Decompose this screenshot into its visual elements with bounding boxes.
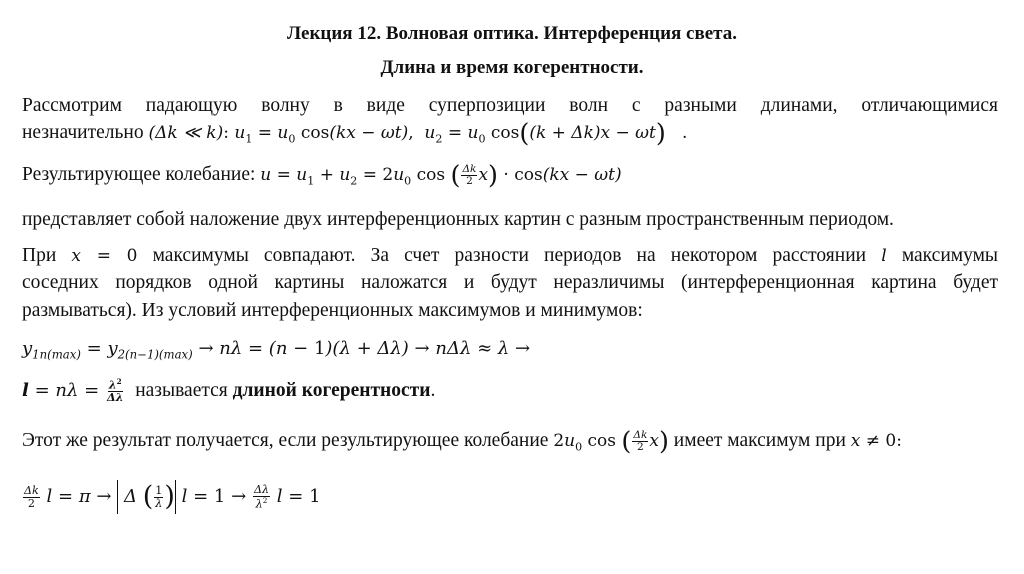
formula-oscillation-envelope: $2u_0$ cos ( $\frac{\Delta k}{2}$ x) [553, 426, 669, 457]
paragraph-maxima-line3: размываться). Из условий интерференционных максимумов и минимумов: [22, 300, 643, 321]
paragraph-same-result-text-b: имеет максимум при [673, 430, 846, 452]
paragraph-maxima-word-pri: При [22, 245, 57, 266]
paragraph-maxima-line2: соседних порядков одной картины наложатся и будут неразличимы (интерференционная картина будет [22, 272, 998, 293]
paragraph-superposition-line2 [22, 118, 688, 149]
paragraph-superposition-word: незначительно [22, 122, 144, 143]
paragraph-maxima-word-maxima: максимумы [901, 245, 999, 266]
formula-coherence-length: l = nλ = $\frac{\lambda^2}{\Delta\lambda}$ [22, 377, 124, 405]
paragraph-two-patterns: представляет собой наложение двух интерференционных картин с разным пространственным периодом. [22, 209, 894, 230]
formula-x-equals-zero: x = 0 [71, 246, 138, 266]
coherence-called-word: называется [135, 380, 228, 402]
formula-l-symbol: l [881, 246, 887, 266]
formula-wave-definitions: (Δk ≪ k): $u_1 = u_0$ cos(kx − ωt), $u_2 = u_0$ cos((k + Δk)x − ωt) . [148, 118, 688, 149]
formula-x-not-zero: x ≠ 0: [850, 431, 902, 452]
lecture-subtitle: Длина и время когерентности. [380, 57, 644, 78]
paragraph-same-result-text-a: Этот же результат получается, если результирующее колебание [22, 430, 549, 452]
paragraph-same-result [22, 426, 902, 457]
paragraph-maxima-text: максимумы совпадают. За счет разности периодов на некотором расстоянии [152, 245, 867, 266]
paragraph-maxima-line1 [22, 245, 998, 267]
resulting-oscillation-line [22, 160, 622, 191]
formula-resulting-oscillation: $u = u_1 + u_2 = 2u_0$ cos ( $\frac{\Delta k}{2}$ x) · cos(kx − ωt) [260, 160, 622, 191]
paragraph-superposition-line1: Рассмотрим падающую волну в виде суперпозиции волн с разными длинами, отличающимися [22, 95, 998, 116]
coherence-length-term: длиной когерентности [232, 380, 431, 402]
coherence-length-line [22, 378, 435, 404]
resulting-oscillation-label: Результирующее колебание: [22, 164, 256, 186]
formula-final-chain: $\frac{\Delta k}{2}$ l = π → Δ ( $\frac{1}{\lambda}$ ) l = 1 → $\frac{\Delta\lambda}{\lambda^2}$ l = 1 [24, 481, 321, 513]
lecture-title: Лекция 12. Волновая оптика. Интерференция света. [286, 23, 738, 44]
coherence-dot: . [430, 380, 436, 402]
formula-maxima-condition: $y_{1n(max)} = y_{2(n-1)(max)} \to n\lambda = (n - 1)(\lambda + \Delta\lambda) \to n\Delta\lambda \approx \lambda$ → [22, 338, 531, 362]
